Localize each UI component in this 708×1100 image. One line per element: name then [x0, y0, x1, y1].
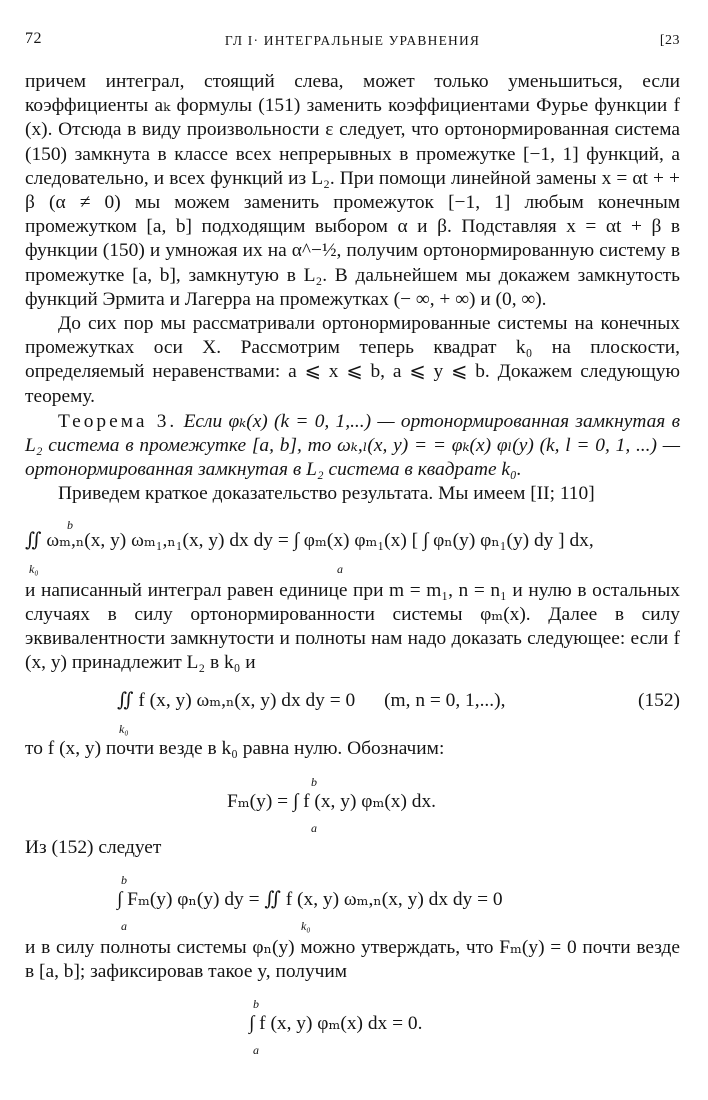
- paragraph-5: то f (x, y) почти везде в k₀ равна нулю. Обозначим:: [25, 738, 445, 760]
- eqf-lower-limit: a: [121, 918, 127, 933]
- eq152-body: ∬ f (x, y) ωₘ,ₙ(x, y) dx dy = 0: [117, 690, 356, 712]
- eqFm-body: ∫ f (x, y) φₘ(x) dx.: [292, 790, 437, 812]
- eq152-region: k₀: [119, 722, 129, 737]
- theorem-label: Теорема 3.: [58, 410, 178, 432]
- paragraph-3: Приведем краткое доказательство результата. Мы имеем [II; 110]: [58, 483, 595, 505]
- eqfinal-body: ∫ f (x, y) φₘ(x) dx = 0.: [249, 1013, 423, 1035]
- eqf-region: k₀: [301, 918, 311, 933]
- theorem-text: Если φₖ(x) (k = 0, 1,...) — ортонормированная замкнутая в L₂ система в промежутке [a, b], то ωₖ,ₗ(x, y) = = φₖ(x) φₗ(y) (k, l = 0, 1, ...) — ортонормированная замкнутая в L₂ система в квадрате k₀.: [25, 410, 680, 481]
- eqfinal-upper-limit: b: [253, 997, 259, 1012]
- eqf-right: ∬ f (x, y) ωₘ,ₙ(x, y) dx dy = 0: [264, 888, 503, 910]
- paragraph-1: причем интеграл, стоящий слева, может только уменьшиться, если коэффициенты aₖ формулы (151) заменить коэффициентами Фурье функции f (x). Отсюда в виду произвольности ε следует, что ортонормированная система (150) замкнута в классе всех непрерывных в промежутке [−1, 1] функций, а следовательно, и всех функций из L₂. При помощи линейной замены x = αt + + β (α ≠ 0) мы можем заменить промежуток [−1, 1] любым конечным промежутком [a, b] подходящим выбором α и β. Подставляя x = αt + β в функции (150) и умножая их на α^−½, получим ортонормированную систему в промежутке [a, b], замкнутую в L₂. В дальнейшем мы докажем замкнутость функций Эрмита и Лагерра на промежутках (− ∞, + ∞) и (0, ∞).: [25, 71, 680, 310]
- eq152-condition: (m, n = 0, 1,...),: [384, 690, 506, 712]
- equation-final: [25, 984, 680, 1058]
- paragraph-6: Из (152) следует: [25, 836, 162, 858]
- eqFm-upper-limit: b: [311, 774, 317, 789]
- eqFm-lhs: Fₘ(y) =: [227, 790, 289, 812]
- chapter-title: ГЛ I· ИНТЕГРАЛЬНЫЕ УРАВНЕНИЯ: [224, 33, 481, 48]
- equation-152: [25, 675, 680, 737]
- section-number: [23: [659, 33, 680, 48]
- eq1-rhs: ∫ φₘ(x) φₘ₁(x) [ ∫ φₙ(y) φₙ₁(y) dy ] dx,: [293, 529, 594, 551]
- eq1-lhs: ∬ ωₘ,ₙ(x, y) ωₘ₁,ₙ₁(x, y) dx dy =: [25, 529, 289, 551]
- running-header: [25, 24, 680, 52]
- paragraph-7: и в силу полноты системы φₙ(y) можно утверждать, что Fₘ(y) = 0 почти везде в [a, b]; зафиксировав такое y, получим: [25, 936, 680, 983]
- paragraph-2: До сих пор мы рассматривали ортонормированные системы на конечных промежутках оси X. Рассмотрим теперь квадрат k₀ на плоскости, определяемый неравенствами: a ⩽ x ⩽ b, a ⩽ y ⩽ b. Докажем следующую теорему.: [25, 313, 680, 407]
- page: [25, 24, 680, 1058]
- theorem-3: [25, 410, 680, 483]
- equation-follows: [25, 860, 680, 936]
- equation-orthonormality: [25, 507, 680, 579]
- paragraph-4: и написанный интеграл равен единице при m = m₁, n = n₁ и нулю в остальных случаях в силу ортонормированности системы φₘ(x). Далее в силу эквивалентности замкнутости и полноты нам надо доказать следующее: если f (x, y) принадлежит L₂ в k₀ и: [25, 579, 680, 674]
- eqFm-lower-limit: a: [311, 820, 317, 835]
- eq1-lower-limit: a: [337, 561, 343, 576]
- eq152-number: (152): [637, 690, 680, 712]
- page-number: 72: [25, 30, 42, 47]
- equation-Fm: [25, 762, 680, 836]
- eqf-left: ∫ Fₘ(y) φₙ(y) dy =: [117, 888, 260, 910]
- eq1-upper-limit: b: [67, 517, 73, 532]
- eqfinal-lower-limit: a: [253, 1043, 259, 1058]
- eqf-upper-limit: b: [121, 872, 127, 887]
- eq1-region: k₀: [29, 561, 39, 576]
